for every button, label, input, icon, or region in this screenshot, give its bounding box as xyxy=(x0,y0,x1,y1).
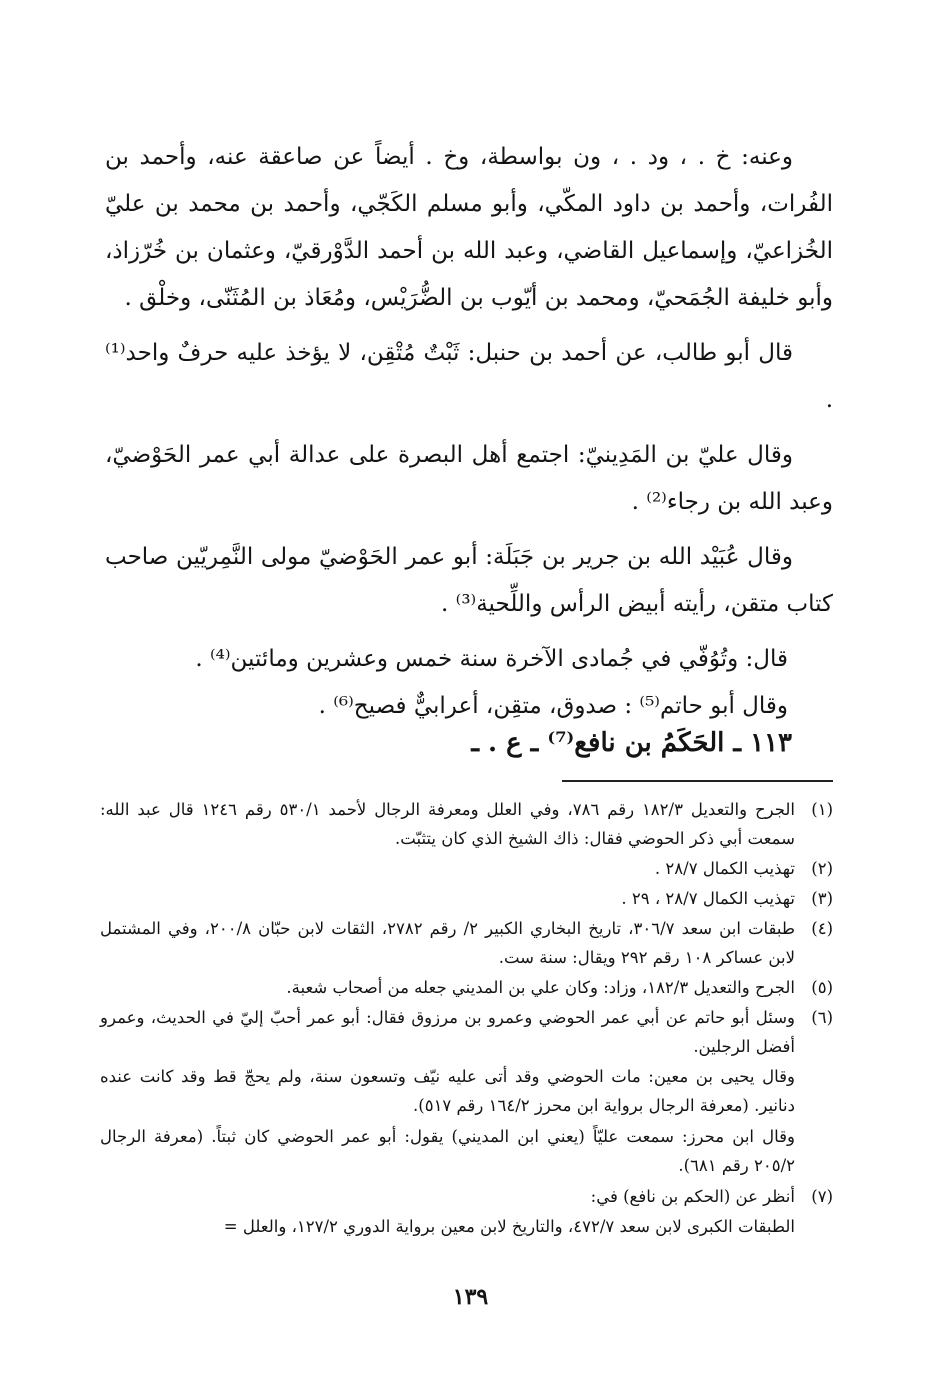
footnote-text: وسئل أبو حاتم عن أبي عمر الحوضي وعمرو بن مرزوق فقال: أبو عمر أحبّ إليّ في الحديث، وعمرو أفضل الرجلين. xyxy=(100,1008,795,1056)
footnote-text: الجرح والتعديل ١٨٢/٣ رقم ٧٨٦، وفي العلل ومعرفة الرجال لأحمد ٥٣٠/١ رقم ١٢٤٦ قال عبد الله: سمعت أبي ذكر الحوضي فقال: ذاك الشيخ الذي كان يتثبّت. xyxy=(100,800,796,848)
paragraph-death-date: قال: وتُوُفّي في جُمادى الآخرة سنة خمس وعشرين ومائتين⁽⁴⁾ . xyxy=(195,646,788,672)
footnote-7 xyxy=(100,1182,833,1211)
paragraph-ubaydallah-quote: وقال عُبَيْد الله بن جرير بن جَبَلَة: أبو عمر الحَوْضيّ مولى النَّمِريّين صاحب كتاب متقن، رأيته أبيض الرأس واللِّحية⁽³⁾ . xyxy=(105,544,833,617)
footnote-6-continuation-ibn-muhriz: وقال ابن محرز: سمعت عليّاً (يعني ابن المديني) يقول: أبو عمر الحوضي كان ثبتاً. (معرفة الرجال ٢٠٥/٢ رقم ٦٨١). xyxy=(100,1127,795,1175)
footnote-1 xyxy=(100,795,833,853)
footnote-text: تهذيب الكمال ٢٨/٧ ، ٢٩ . xyxy=(621,889,795,908)
footnote-text: أنظر عن (الحكم بن نافع) في: xyxy=(590,1187,795,1206)
paragraph-madini-quote: وقال عليّ بن المَدِينيّ: اجتمع أهل البصرة على عدالة أبي عمر الحَوْضيّ، وعبد الله بن رجاء⁽²⁾ . xyxy=(105,442,833,515)
footnotes xyxy=(100,795,833,1243)
footnote-3 xyxy=(100,884,833,913)
paragraph-narrators: وعنه: خ . ، ود . ، ون بواسطة، وخ . أيضاً عن صاعقة عنه، وأحمد بن الفُرات، وأحمد بن داود المكّي، وأبو مسلم الكَجّي، وأحمد بن محمد بن عليّ الخُزاعيّ، وإسماعيل القاضي، وعبد الله بن أحمد الدَّوْرقيّ، وعثمان بن خُرّزاذ، وأبو خليفة الجُمَحيّ، ومحمد بن أيّوب بن الضُّرَيْس، ومُعَاذ بن المُثَنّى، وخلْق . xyxy=(105,144,833,311)
footnote-text: تهذيب الكمال ٢٨/٧ . xyxy=(654,859,795,878)
footnote-number: (٤) xyxy=(811,919,833,938)
footnote-2 xyxy=(100,854,833,883)
footnote-number: (٥) xyxy=(811,978,833,997)
paragraph-abu-hatim: وقال أبو حاتم⁽⁵⁾ : صدوق، متقِن، أعرابيٌّ فصيح⁽⁶⁾ . xyxy=(318,693,788,719)
footnote-text: طبقات ابن سعد ٣٠٦/٧، تاريخ البخاري الكبير ٢/ رقم ٢٧٨٢، الثقات لابن حبّان ٢٠٠/٨، وفي المشتمل لابن عساكر ١٠٨ رقم ٢٩٢ ويقال: سنة ست. xyxy=(100,919,796,967)
footnote-6-continuation-ibn-maeen: وقال يحيى بن معين: مات الحوضي وقد أتى عليه نيّف وتسعون سنة، ولم يحجّ قط وقد كانت عنده دنانير. (معرفة الرجال برواية ابن محرز ١٦٤/٢ رقم ٥١٧). xyxy=(100,1067,795,1115)
footnote-number: (٢) xyxy=(811,859,833,878)
footnote-text: الجرح والتعديل ١٨٢/٣، وزاد: وكان علي بن المديني جعله من أصحاب شعبة. xyxy=(286,978,795,997)
entry-heading: ١١٣ ـ الحَكَمُ بن نافع⁽⁷⁾ ـ ع . ـ xyxy=(471,728,792,758)
footnote-4 xyxy=(100,914,833,972)
footnote-number: (٦) xyxy=(811,1008,833,1027)
footnote-number: (٧) xyxy=(811,1187,833,1206)
page-number: ١٣٩ xyxy=(452,1284,489,1310)
footnote-7-sources: الطبقات الكبرى لابن سعد ٤٧٢/٧، والتاريخ لابن معين برواية الدوري ١٢٧/٢، والعلل = xyxy=(223,1217,795,1236)
footnote-number: (١) xyxy=(811,800,833,819)
paragraph-ahmad-quote: قال أبو طالب، عن أحمد بن حنبل: ثَبْتٌ مُتْقِن، لا يؤخذ عليه حرفٌ واحد⁽¹⁾ . xyxy=(105,340,833,413)
footnote-6 xyxy=(100,1003,833,1061)
footnote-separator xyxy=(562,780,833,782)
footnote-number: (٣) xyxy=(811,889,833,908)
footnote-5 xyxy=(100,973,833,1002)
main-text xyxy=(105,134,833,730)
